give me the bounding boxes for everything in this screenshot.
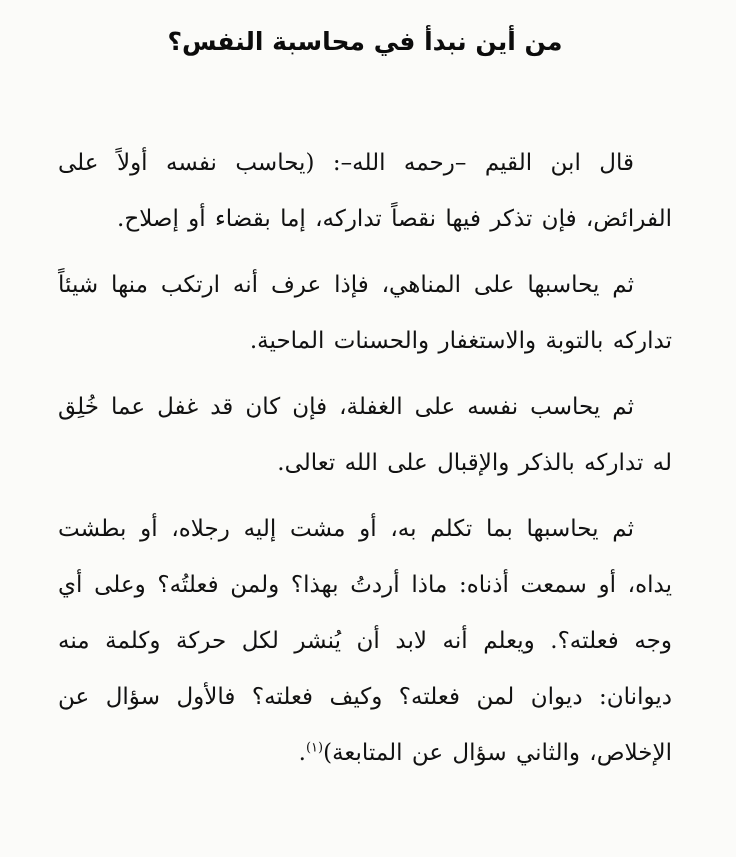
paragraph-4-text: ثم يحاسبها بما تكلم به، أو مشت إليه رجلاه، أو بطشت يداه، أو سمعت أذناه: ماذا أردتُ بهذا؟ ولمن فعلتُه؟ وعلى أي وجه فعلته؟. ويعلم أنه لابد أن يُنشر لكل حركة وكلمة منه ديوانان: ديوان لمن فعلته؟ وكيف فعلته؟ فالأول سؤال عن الإخلاص، والثاني سؤال عن المتابعة) <box>58 516 672 766</box>
paragraph-2: ثم يحاسبها على المناهي، فإذا عرف أنه ارتكب منها شيئاً تداركه بالتوبة والاستغفار والحسنات الماحية. <box>58 272 672 354</box>
paragraph-4 <box>58 501 672 781</box>
paragraph-1: قال ابن القيم –رحمه الله–: (يحاسب نفسه أولاً على الفرائض، فإن تذكر فيها نقصاً تداركه، إما بقضاء أو إصلاح. <box>58 150 672 232</box>
paragraph-4-tail: . <box>298 740 306 766</box>
page-title: من أين نبدأ في محاسبة النفس؟ <box>167 27 563 56</box>
paragraph-3: ثم يحاسب نفسه على الغفلة، فإن كان قد غفل عما خُلِق له تداركه بالذكر والإقبال على الله تعالى. <box>58 394 672 476</box>
document-body <box>58 135 672 781</box>
footnote-marker: (١) <box>305 740 324 756</box>
